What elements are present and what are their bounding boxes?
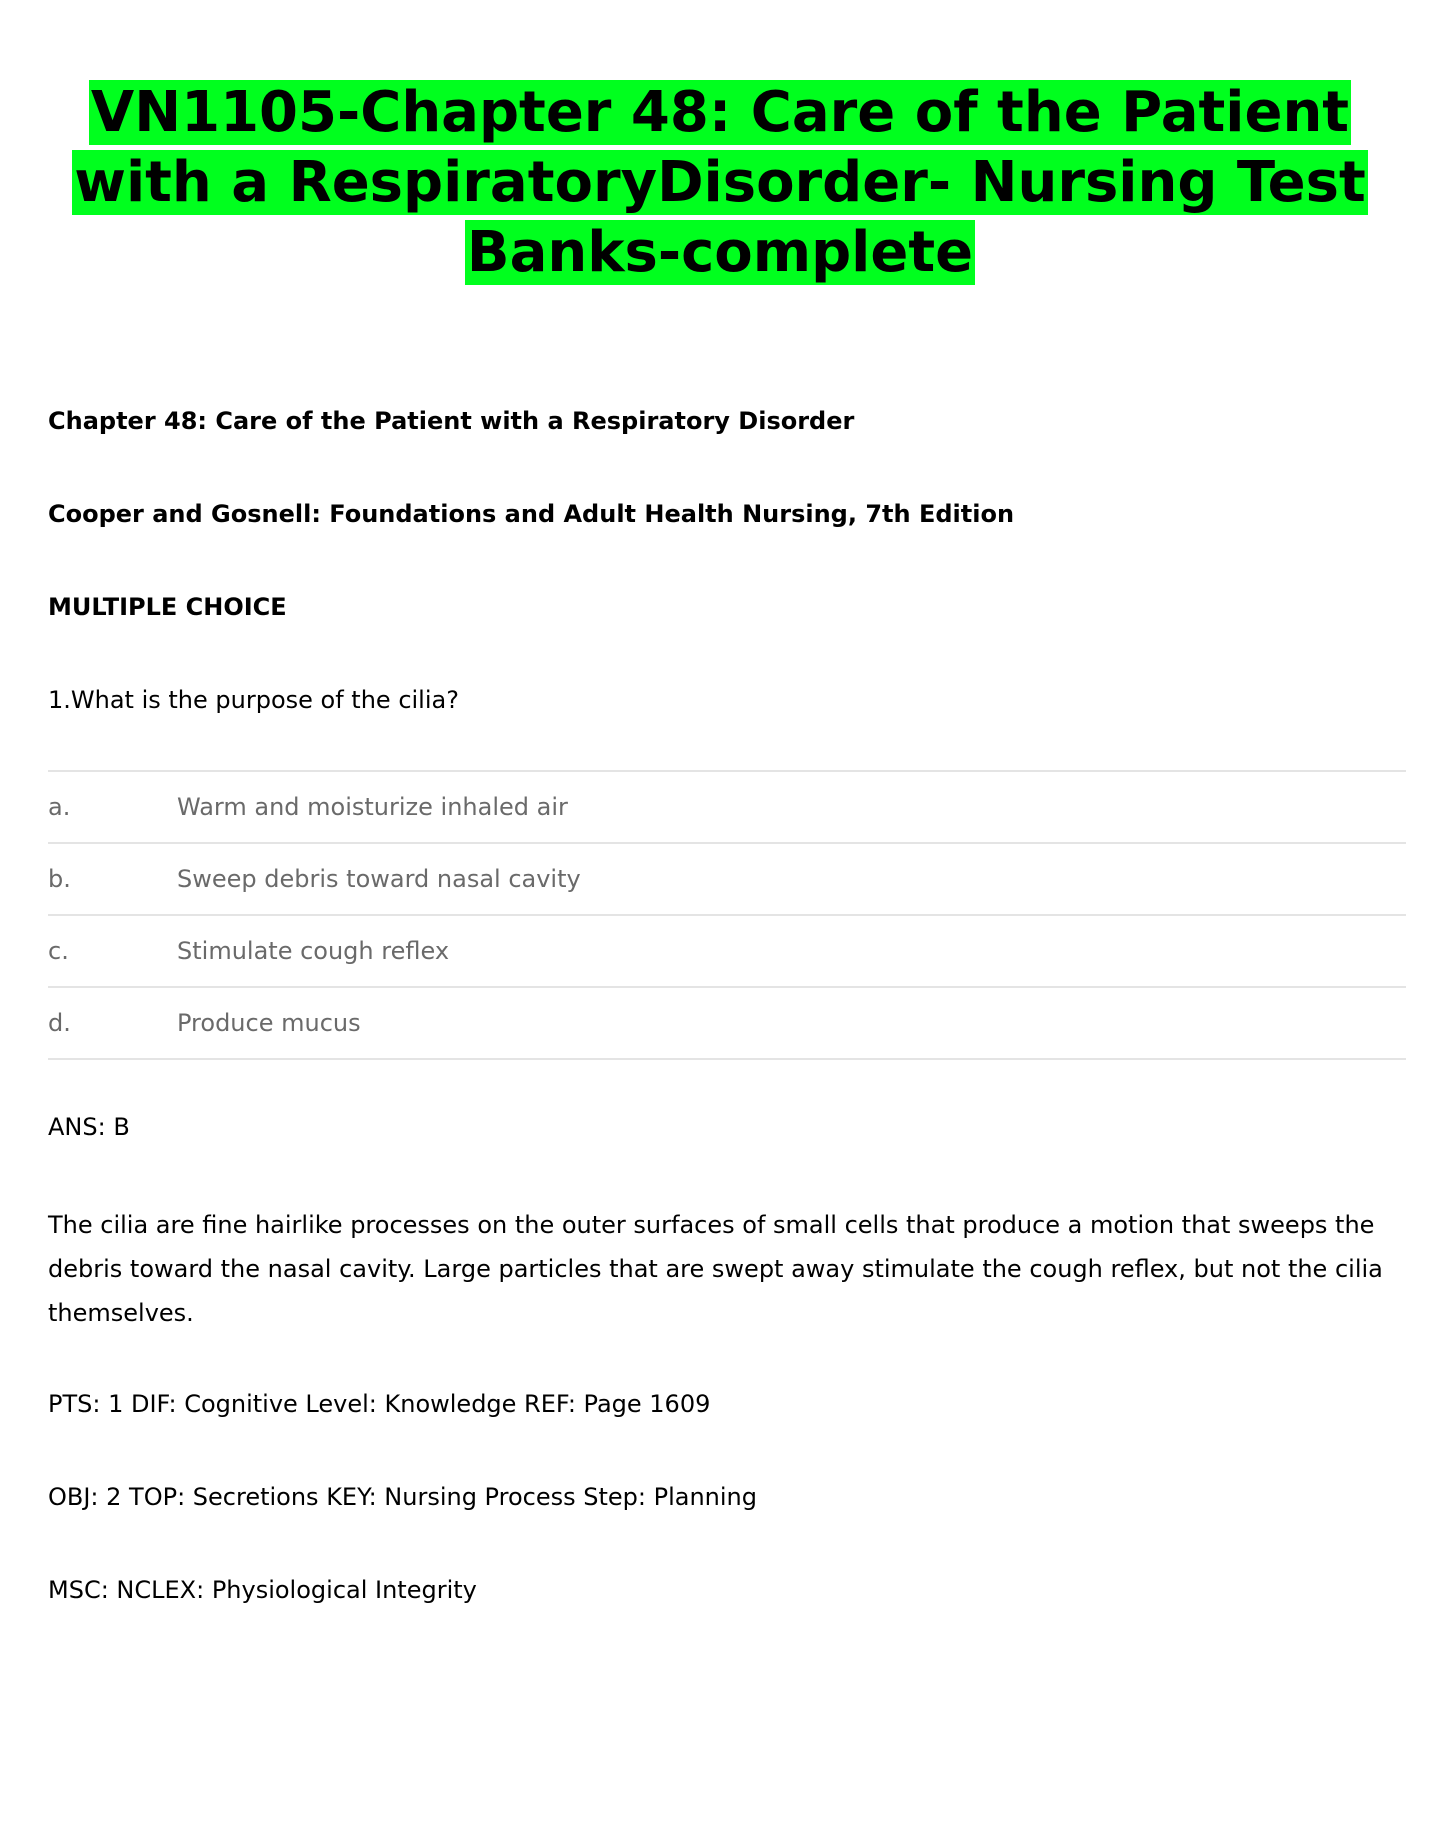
option-letter: c. bbox=[48, 937, 69, 965]
meta-msc-line: MSC: NCLEX: Physiological Integrity bbox=[48, 1576, 477, 1604]
option-row-d bbox=[48, 988, 1406, 1060]
question-number: 1. bbox=[48, 686, 71, 714]
option-row-c bbox=[48, 916, 1406, 988]
option-text: Warm and moisturize inhaled air bbox=[177, 793, 568, 821]
option-letter: a. bbox=[48, 793, 71, 821]
option-row-a bbox=[48, 772, 1406, 844]
answer-options-table bbox=[48, 770, 1406, 1060]
question-stem bbox=[48, 685, 459, 715]
section-heading: MULTIPLE CHOICE bbox=[48, 593, 287, 621]
option-letter: b. bbox=[48, 865, 71, 893]
rationale-text: The cilia are fine hairlike processes on the outer surfaces of small cells that produce a motion that sweeps the debris toward the nasal cavity. Large particles that are swept away stimulate the cough reflex, but not the cilia themselves. bbox=[48, 1211, 1383, 1327]
option-text: Produce mucus bbox=[177, 1009, 361, 1037]
option-text: Sweep debris toward nasal cavity bbox=[177, 865, 581, 893]
document-title bbox=[40, 78, 1400, 288]
answer-key: ANS: B bbox=[48, 1113, 130, 1141]
option-row-b bbox=[48, 844, 1406, 916]
title-highlight: VN1105-Chapter 48: Care of the Patient with a RespiratoryDisorder- Nursing Test Banks-complete bbox=[74, 80, 1366, 285]
book-heading: Cooper and Gosnell: Foundations and Adult Health Nursing, 7th Edition bbox=[48, 500, 1015, 528]
chapter-heading: Chapter 48: Care of the Patient with a Respiratory Disorder bbox=[48, 407, 855, 435]
meta-pts-line: PTS: 1 DIF: Cognitive Level: Knowledge REF: Page 1609 bbox=[48, 1390, 711, 1418]
option-letter: d. bbox=[48, 1009, 71, 1037]
question-text: What is the purpose of the cilia? bbox=[70, 686, 459, 714]
meta-obj-line: OBJ: 2 TOP: Secretions KEY: Nursing Process Step: Planning bbox=[48, 1483, 757, 1511]
option-text: Stimulate cough reflex bbox=[177, 937, 450, 965]
